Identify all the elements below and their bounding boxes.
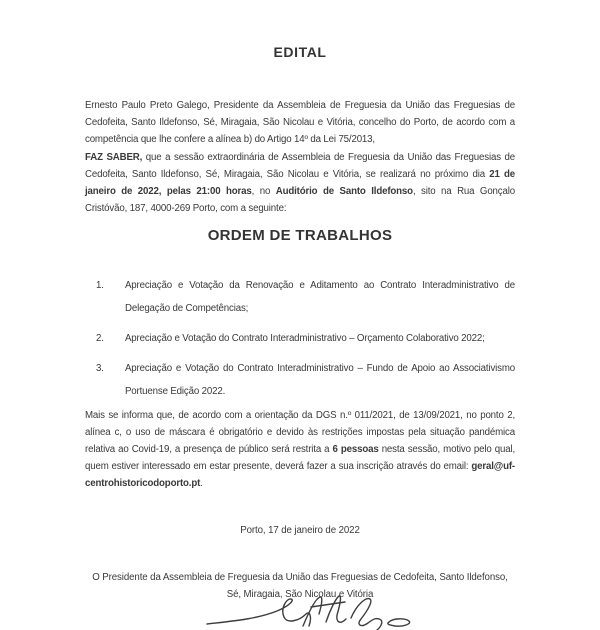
agenda-item-number: 2. — [96, 333, 104, 344]
faz-saber-paragraph: FAZ SABER, que a sessão extraordinária de Assembleia de Freguesia da União das Freguesias de Cedofeita, Santo Ildefonso, Sé, Miragaia, São Nicolau e Vitória, se realizará no próximo dia 21 de janeiro de 2022, pelas 21:00 horas, no Auditório de Santo Ildefonso, sito na Rua Gonçalo Cristóvão, 187, 4000-269 Porto, com a seguinte: — [85, 151, 515, 214]
document-title: EDITAL — [273, 44, 327, 60]
agenda-item-2 — [85, 327, 515, 350]
agenda-item-text: Apreciação e Votação da Renovação e Aditamento ao Contrato Interadministrativo de Delegação de Competências; — [125, 280, 515, 314]
agenda-list — [85, 274, 515, 410]
agenda-item-text: Apreciação e Votação do Contrato Interadministrativo – Orçamento Colaborativo 2022; — [125, 333, 485, 344]
agenda-item-text: Apreciação e Votação do Contrato Interadministrativo – Fundo de Apoio ao Associativismo Portuense Edição 2022. — [125, 363, 515, 397]
agenda-item-1 — [85, 274, 515, 320]
president-signature-title: O Presidente da Assembleia de Freguesia da União das Freguesias de Cedofeita, Santo Ildefonso, Sé, Miragaia, São Nicolau e Vitória — [92, 572, 508, 600]
agenda-item-number: 3. — [96, 363, 104, 374]
intro-paragraph: Ernesto Paulo Preto Galego, Presidente da Assembleia de Freguesia da União das Freguesias de Cedofeita, Santo Ildefonso, Sé, Miragaia, São Nicolau e Vitória, concelho do Porto, de acordo com a competência que lhe confere a alínea b) do Artigo 14º da Lei 75/2013, — [85, 99, 515, 145]
agenda-item-3 — [85, 357, 515, 403]
covid-notice-paragraph: Mais se informa que, de acordo com a orientação da DGS n.º 011/2021, de 13/09/2021, no ponto 2, alínea c, o uso de máscara é obrigatório e devido às restrições impostas pela situação pandémica relativa ao Covid-19, a presença de público será restrita a 6 pessoas nesta sessão, motivo pelo qual, quem estiver interessado em estar presente, deverá fazer a sua inscrição através do email: geral@uf-centrohistoricodoporto.pt. — [85, 409, 515, 489]
dateline: Porto, 17 de janeiro de 2022 — [240, 525, 360, 536]
handwritten-signature-image — [205, 594, 417, 630]
agenda-heading: ORDEM DE TRABALHOS — [207, 227, 393, 244]
agenda-item-number: 1. — [96, 280, 104, 291]
